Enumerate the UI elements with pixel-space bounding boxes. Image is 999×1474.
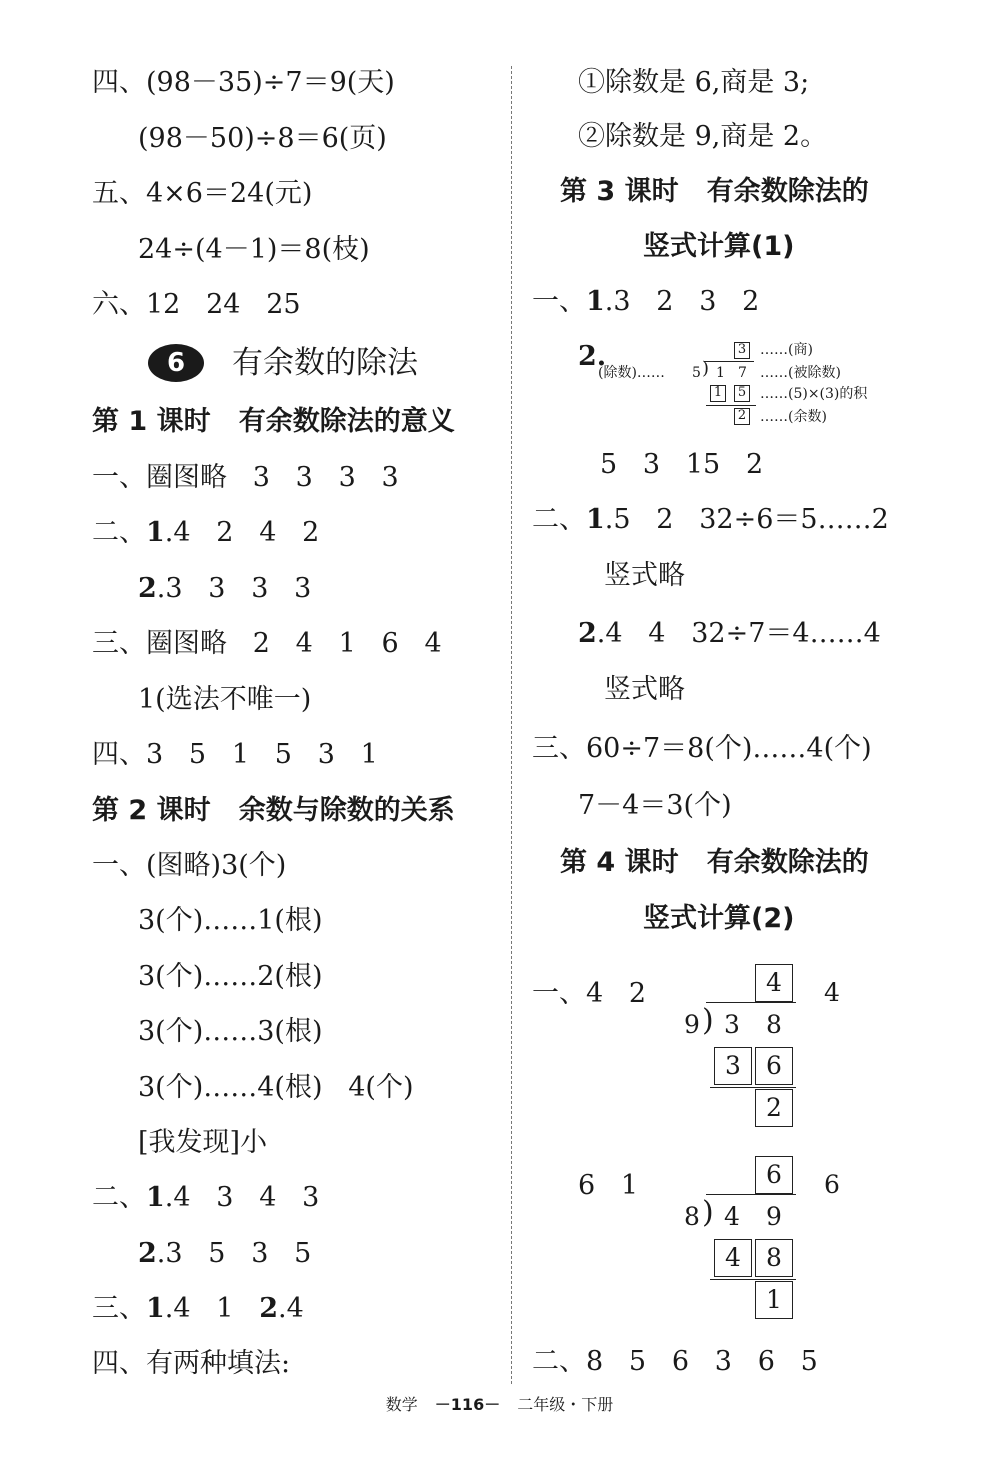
answer-line: 三、圈图略 2 4 1 6 4 [92,628,442,659]
answer-line: 竖式略 [604,560,685,591]
answer-line: 二、1.5 2 32÷6＝5……2 [532,504,889,535]
answer-line: 三、60÷7＝8(个)……4(个) [532,733,872,764]
division-bracket: ) [702,1003,714,1038]
division-bracket: ) [702,358,710,379]
product-box: 4 [714,1239,752,1277]
answer-line: 四、有两种填法: [92,1348,291,1379]
remainder-label: ……(余数) [760,409,827,425]
division-bar [704,361,754,362]
unit-number-badge: 6 [148,344,204,382]
footer-subject: 数学 [385,1395,418,1414]
answer-line: 五、4×6＝24(元) [92,178,313,209]
lesson-title: 竖式计算(1) [643,231,795,262]
division-bar [706,1002,796,1003]
product-box: 8 [755,1239,793,1277]
lesson-title: 竖式计算(2) [643,903,795,934]
product-box: 1 [710,385,726,402]
lesson-title: 第 1 课时 有余数除法的意义 [92,406,455,437]
answer-line: 二、1.4 3 4 3 [92,1182,320,1213]
answer-line: ①除数是 6,商是 3; [578,67,810,98]
product-box: 6 [755,1047,793,1085]
page-footer [0,1392,999,1415]
answer-digit: 6 [824,1170,840,1199]
answer-line: 四、(98－35)÷7＝9(天) [92,67,395,98]
answer-line: 二、8 5 6 3 6 5 [532,1346,818,1377]
lesson-title: 第 4 课时 有余数除法的 [560,847,869,878]
answer-line: 一、4 2 [532,978,647,1009]
unit-title: 有余数的除法 [232,345,418,381]
answer-line: 二、1.4 2 4 2 [92,517,320,548]
dividend-digit: 4 [724,1202,740,1231]
answer-line: [我发现]小 [138,1127,268,1158]
quotient-box: 4 [755,964,793,1002]
lesson-title: 第 3 课时 有余数除法的 [560,176,869,207]
answer-line: 3(个)……1(根) [138,905,323,936]
answer-line: 24÷(4－1)＝8(枝) [138,234,370,265]
subtraction-bar [706,405,756,406]
answer-line: 2.3 3 3 3 [138,573,312,604]
answer-line: 一、1.3 2 3 2 [532,286,760,317]
dividend-digit: 3 [724,1010,740,1039]
answer-line: 3(个)……2(根) [138,961,323,992]
answer-digit: 4 [824,978,840,1007]
answer-line: 六、12 24 25 [92,289,301,320]
answer-line: 1(选法不唯一) [138,684,312,715]
divisor-digit: 5 [692,365,701,381]
answer-line: ②除数是 9,商是 2。 [578,121,828,152]
subtraction-bar [710,1279,796,1280]
column-divider [511,66,512,1384]
division-bar [706,1194,796,1195]
product-label: ……(5)×(3)的积 [760,386,868,402]
divisor-digit: 9 [684,1010,700,1039]
answer-line: 3(个)……4(根) 4(个) [138,1072,414,1103]
dividend-digit: 7 [738,365,747,381]
answer-line: (98－50)÷8＝6(页) [138,123,387,154]
dividend-label: ……(被除数) [760,365,841,381]
answer-line: 2.3 5 3 5 [138,1238,312,1269]
answer-line: 3(个)……3(根) [138,1016,323,1047]
product-box: 5 [734,385,750,402]
subtraction-bar [710,1087,796,1088]
product-box: 3 [714,1047,752,1085]
answer-line: 2.4 4 32÷7＝4……4 [578,618,881,649]
dividend-digit: 9 [766,1202,782,1231]
dividend-digit: 1 [716,365,725,381]
answer-line: 6 1 [578,1170,639,1201]
answer-line: 一、圈图略 3 3 3 3 [92,462,399,493]
remainder-box: 2 [734,408,750,425]
answer-line: 竖式略 [604,674,685,705]
answer-line: 7－4＝3(个) [578,790,732,821]
quotient-label: ……(商) [760,342,813,358]
lesson-title: 第 2 课时 余数与除数的关系 [92,795,455,826]
answer-line: 5 3 15 2 [600,449,764,480]
answer-line: 三、1.4 1 2.4 [92,1293,304,1324]
answer-line: 四、3 5 1 5 3 1 [92,739,378,770]
answer-line: 一、(图略)3(个) [92,850,287,881]
divisor-label: (除数)…… [598,365,665,381]
division-bracket: ) [702,1195,714,1230]
question-number: 2. [578,341,607,372]
divisor-digit: 8 [684,1202,700,1231]
quotient-box: 3 [734,342,750,359]
quotient-box: 6 [755,1156,793,1194]
remainder-box: 1 [755,1281,793,1319]
remainder-box: 2 [755,1089,793,1127]
footer-grade: 二年级・下册 [517,1395,614,1414]
page-number: －116－ [434,1395,501,1414]
dividend-digit: 8 [766,1010,782,1039]
